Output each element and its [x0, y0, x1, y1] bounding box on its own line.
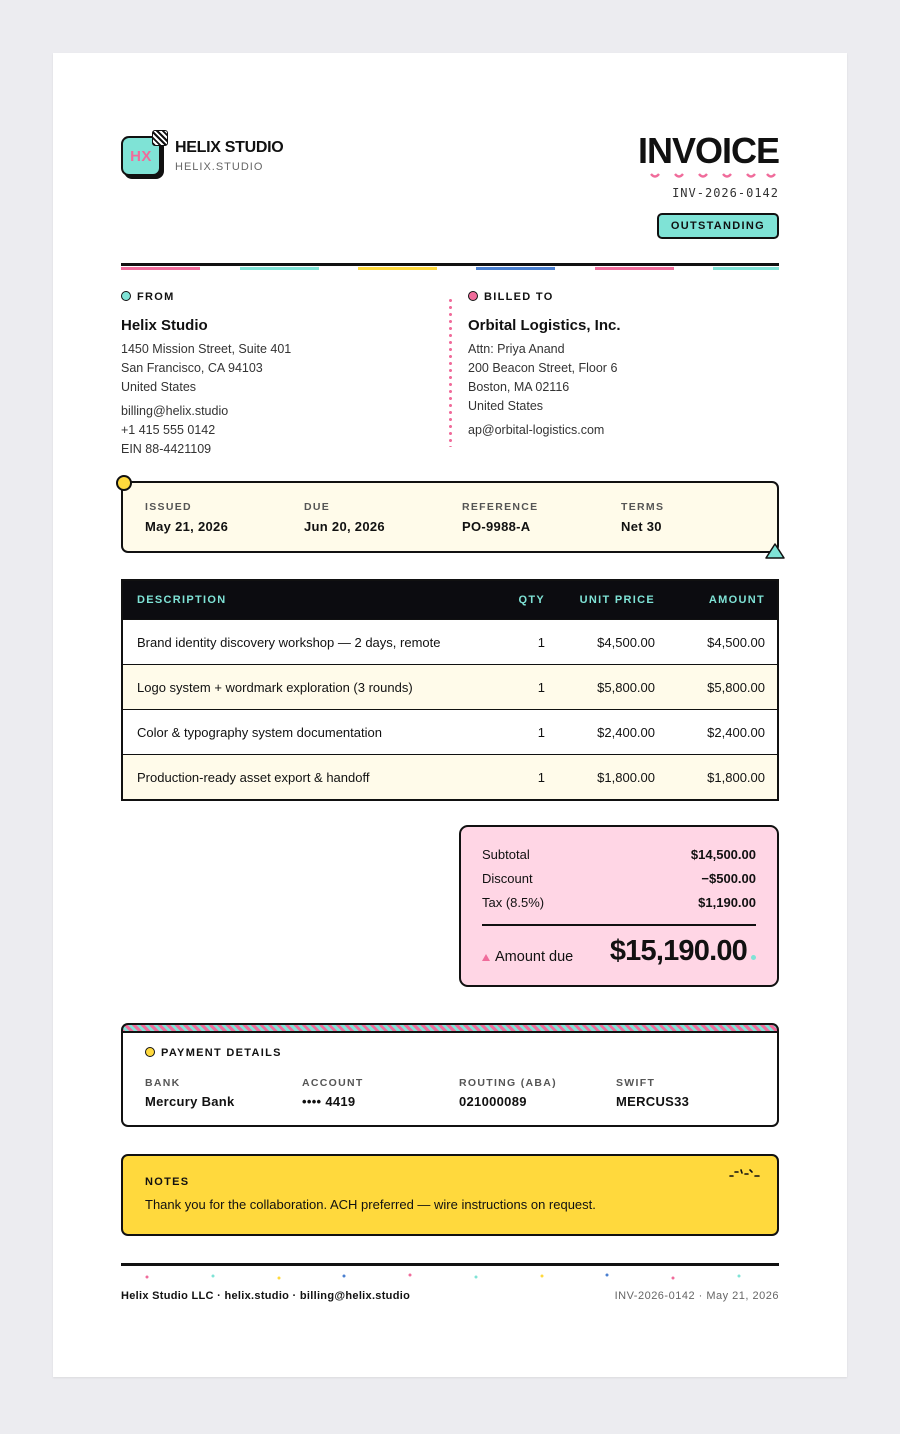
row-qty: 1: [537, 769, 545, 785]
dotted-divider: [449, 297, 452, 447]
row-description: Logo system + wordmark exploration (3 rounds): [137, 679, 413, 695]
row-qty: 1: [537, 679, 545, 695]
rule-segment-pink-2: [595, 267, 674, 270]
meta-terms: TERMS Net 30: [621, 501, 665, 534]
billed-to-section: [468, 291, 621, 440]
row-amount: $5,800.00: [707, 679, 765, 695]
brand-monogram: HX: [130, 147, 152, 165]
payment-account: ACCOUNT •••• 4419: [302, 1077, 364, 1109]
from-ein: EIN 88-4421109: [121, 442, 212, 456]
from-address-line: 1450 Mission Street, Suite 401: [121, 342, 292, 356]
row-amount: $4,500.00: [707, 634, 765, 650]
invoice-meta-box: [121, 481, 779, 553]
billed-to-label: BILLED TO: [468, 291, 621, 303]
payment-bank: BANK Mercury Bank: [145, 1077, 235, 1109]
row-unit-price: $5,800.00: [597, 679, 655, 695]
tax-row: Tax (8.5%) $1,190.00: [482, 895, 756, 910]
yellow-dot-icon: [145, 1047, 155, 1057]
footer-right: INV-2026-0142 · May 21, 2026: [614, 1290, 779, 1302]
row-description: Color & typography system documentation: [137, 724, 382, 740]
row-qty: 1: [537, 724, 545, 740]
rule-segment-blue: [476, 267, 555, 270]
billed-to-line: Boston, MA 02116: [468, 380, 570, 394]
logo-hatch-decoration: [152, 130, 168, 146]
from-phone: +1 415 555 0142: [121, 423, 216, 437]
from-label: FROM: [121, 291, 291, 303]
row-unit-price: $1,800.00: [597, 769, 655, 785]
rule-segment-pink: [121, 267, 200, 270]
notes-text: Thank you for the collaboration. ACH preferred — wire instructions on request.: [145, 1197, 596, 1212]
payment-routing: ROUTING (ABA) 021000089: [459, 1077, 557, 1109]
table-row: [123, 619, 777, 664]
totals-box: [459, 825, 779, 987]
invoice-number: INV-2026-0142: [672, 186, 779, 200]
row-description: Production-ready asset export & handoff: [137, 769, 370, 785]
invoice-sheet: [53, 53, 847, 1377]
meta-due: DUE Jun 20, 2026: [304, 501, 385, 534]
rule-segment-mint-2: [713, 267, 779, 270]
wave-decoration: [649, 172, 779, 180]
mint-dot-icon: [121, 291, 131, 301]
brand-domain: HELIX.STUDIO: [175, 161, 264, 173]
status-badge: OUTSTANDING: [657, 213, 779, 239]
payment-details-box: [121, 1031, 779, 1127]
billed-to-line: Attn: Priya Anand: [468, 342, 565, 356]
payment-swift: SWIFT MERCUS33: [616, 1077, 690, 1109]
notes-box: [121, 1154, 779, 1236]
table-header: [123, 581, 777, 619]
pink-dot-icon: [468, 291, 478, 301]
row-amount: $1,800.00: [707, 769, 765, 785]
meta-issued: ISSUED May 21, 2026: [145, 501, 229, 534]
from-email: billing@helix.studio: [121, 404, 229, 418]
rule-segment-mint: [240, 267, 319, 270]
totals-divider: [482, 924, 756, 926]
table-row: [123, 754, 777, 799]
header-unit-price: UNIT PRICE: [579, 594, 655, 606]
footer-left: Helix Studio LLC · helix.studio · billing@helix.studio: [121, 1290, 411, 1302]
footer-rule: [121, 1263, 779, 1266]
mint-dot-decoration: [751, 955, 756, 960]
billed-to-email: ap@orbital-logistics.com: [468, 423, 605, 437]
billed-to-line: 200 Beacon Street, Floor 6: [468, 361, 618, 375]
yellow-dot-decoration: [116, 475, 132, 491]
table-row: [123, 709, 777, 754]
brand-name: HELIX STUDIO: [175, 139, 284, 156]
meta-reference: REFERENCE PO-9988-A: [462, 501, 539, 534]
from-name: Helix Studio: [121, 317, 208, 334]
line-items-table: [121, 579, 779, 801]
row-qty: 1: [537, 634, 545, 650]
squiggle-decoration: [729, 1168, 761, 1178]
subtotal-row: Subtotal $14,500.00: [482, 847, 756, 862]
billed-to-line: United States: [468, 399, 544, 413]
from-address-line: San Francisco, CA 94103: [121, 361, 263, 375]
amount-due-value: $15,190.00: [609, 935, 747, 967]
billed-to-name: Orbital Logistics, Inc.: [468, 317, 621, 334]
invoice-title: INVOICE: [637, 130, 779, 171]
payment-details-label: PAYMENT DETAILS: [145, 1047, 282, 1059]
row-description: Brand identity discovery workshop — 2 days, remote: [137, 634, 441, 650]
notes-label: NOTES: [145, 1176, 190, 1188]
triangle-decoration: [765, 543, 785, 559]
row-unit-price: $4,500.00: [597, 634, 655, 650]
rule-segment-yellow: [358, 267, 437, 270]
row-amount: $2,400.00: [707, 724, 765, 740]
row-unit-price: $2,400.00: [597, 724, 655, 740]
footer-confetti-decoration: [121, 1273, 779, 1281]
header-amount: AMOUNT: [708, 594, 765, 606]
discount-row: Discount −$500.00: [482, 871, 756, 886]
header-description: DESCRIPTION: [137, 594, 227, 606]
amount-due-label: Amount due: [482, 949, 573, 965]
table-row: [123, 664, 777, 709]
header-rule: [121, 263, 779, 266]
header-qty: QTY: [518, 594, 545, 606]
from-address-line: United States: [121, 380, 197, 394]
from-section: [121, 291, 291, 459]
